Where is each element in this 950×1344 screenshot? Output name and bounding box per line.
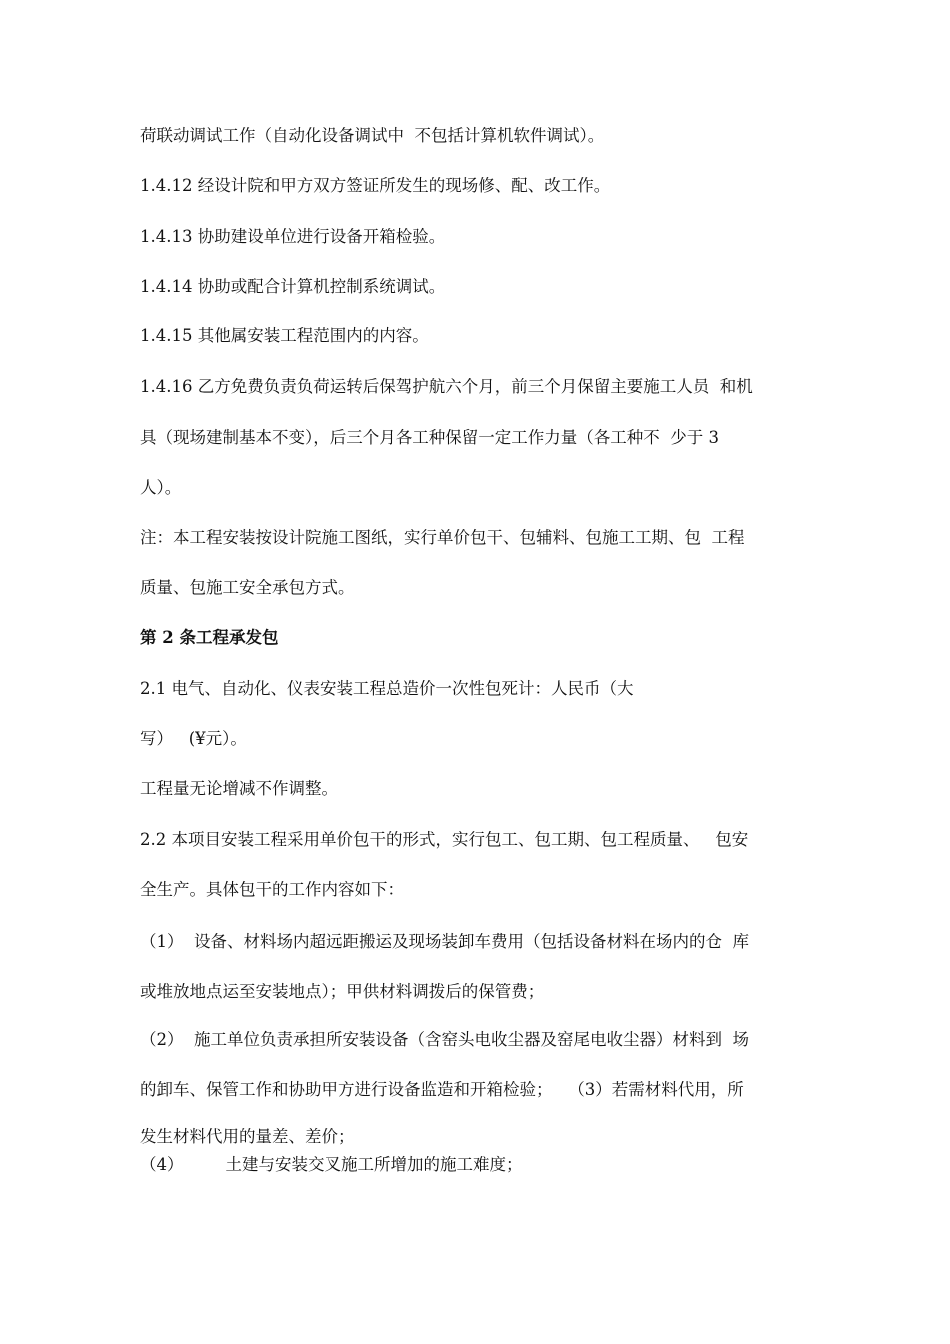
text-line: 工程量无论增减不作调整。 bbox=[140, 779, 338, 798]
text-line: 或堆放地点运至安装地点）；甲供材料调拨后的保管费； bbox=[140, 982, 545, 1001]
text-line: 的卸车、保管工作和协助甲方进行设备监造和开箱检验； （3）若需材料代用，所 bbox=[140, 1080, 744, 1099]
text-line: 2.2 本项目安装工程采用单价包干的形式，实行包工、包工期、包工程质量、 包安 bbox=[140, 830, 749, 849]
text-line: 全生产。具体包干的工作内容如下： bbox=[140, 880, 404, 899]
text-line: 1.4.15 其他属安装工程范围内的内容。 bbox=[140, 326, 429, 345]
text-line: 1.4.13 协助建设单位进行设备开箱检验。 bbox=[140, 227, 446, 246]
text-line: 注：本工程安装按设计院施工图纸，实行单价包干、包辅料、包施工工期、包 工程 bbox=[140, 528, 745, 547]
text-line: （4） 土建与安装交叉施工所增加的施工难度； bbox=[140, 1155, 523, 1174]
text-line: 1.4.14 协助或配合计算机控制系统调试。 bbox=[140, 277, 446, 296]
text-line: 2.1 电气、自动化、仪表安装工程总造价一次性包死计：人民币（大 bbox=[140, 679, 634, 698]
text-line: 人）。 bbox=[140, 478, 182, 497]
text-line: 发生材料代用的量差、差价； bbox=[140, 1127, 355, 1146]
text-line: 质量、包施工安全承包方式。 bbox=[140, 578, 355, 597]
text-line: （1） 设备、材料场内超远距搬运及现场装卸车费用（包括设备材料在场内的仓 库 bbox=[140, 932, 749, 951]
text-line: 荷联动调试工作（自动化设备调试中 不包括计算机软件调试）。 bbox=[140, 126, 605, 145]
text-line: 写） (¥元）。 bbox=[140, 729, 247, 748]
text-line: （2） 施工单位负责承担所安装设备（含窑头电收尘器及窑尾电收尘器）材料到 场 bbox=[140, 1030, 749, 1049]
text-line: 1.4.16 乙方免费负责负荷运转后保驾护航六个月，前三个月保留主要施工人员 和机 bbox=[140, 377, 753, 396]
text-line: 1.4.12 经设计院和甲方双方签证所发生的现场修、配、改工作。 bbox=[140, 176, 611, 195]
section-heading: 第 2 条工程承发包 bbox=[140, 628, 279, 647]
text-line: 具（现场建制基本不变），后三个月各工种保留一定工作力量（各工种不 少于 3 bbox=[140, 428, 719, 447]
